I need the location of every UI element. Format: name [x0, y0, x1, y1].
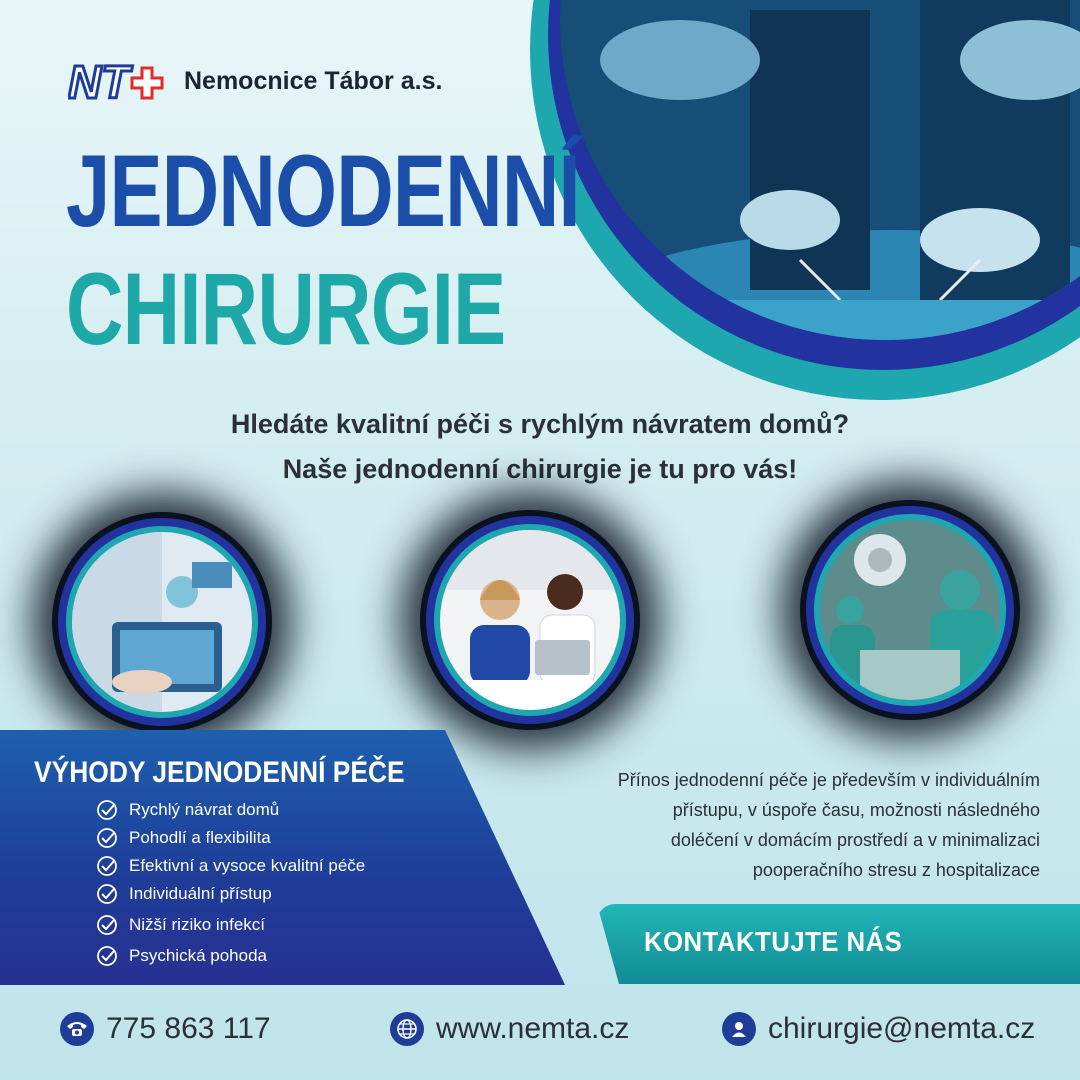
contact-button-label[interactable]: KONTAKTUJTE NÁS: [644, 926, 903, 957]
benefit-label: Nižší riziko infekcí: [129, 915, 266, 934]
benefit-label: Psychická pohoda: [129, 946, 267, 965]
benefit-label: Efektivní a vysoce kvalitní péče: [129, 856, 366, 875]
description-line: přístupu, v úspoře času, možnosti následného: [672, 800, 1040, 820]
circle-photo-1: [52, 512, 272, 732]
phone-number: 775 863 117: [106, 1012, 271, 1045]
tagline-answer: Naše jednodenní chirurgie je tu pro vás!: [282, 454, 798, 484]
footer-phone[interactable]: [60, 1012, 271, 1046]
website-link[interactable]: www.nemta.cz: [436, 1012, 630, 1045]
benefit-item: [96, 945, 267, 967]
check-circle-icon: [96, 799, 118, 821]
title-line-2: CHIRURGIE: [66, 252, 506, 366]
description-line: doléčení v domácím prostředí a v minimalizaci: [670, 830, 1040, 850]
description: [560, 765, 1040, 885]
svg-text:NT: NT: [68, 56, 130, 106]
hospital-name: Nemocnice Tábor a.s.: [184, 66, 443, 95]
benefits-title: VÝHODY JEDNODENNÍ PÉČE: [34, 756, 405, 789]
title-line-1: JEDNODENNÍ: [66, 134, 580, 248]
benefit-item: [96, 914, 265, 936]
check-circle-icon: [96, 914, 118, 936]
check-circle-icon: [96, 855, 118, 877]
benefit-item: [96, 799, 279, 821]
phone-icon: [60, 1012, 94, 1046]
globe-icon: [390, 1012, 424, 1046]
user-icon: [722, 1012, 756, 1046]
footer-web[interactable]: [390, 1012, 629, 1046]
benefit-item: [96, 827, 271, 849]
circle-photo-3: [800, 500, 1020, 720]
nt-plus-logo-icon: [68, 56, 172, 106]
doctor-tablet-photo: [72, 532, 252, 712]
description-line: Přínos jednodenní péče je především v individuálním: [617, 770, 1040, 790]
benefit-item: [96, 855, 365, 877]
benefit-label: Rychlý návrat domů: [129, 800, 280, 819]
circle-photo-2: [420, 510, 640, 730]
doctor-patient-photo: [440, 530, 620, 710]
benefit-label: Individuální přístup: [129, 884, 272, 903]
benefit-item: [96, 883, 272, 905]
tagline-question: Hledáte kvalitní péči s rychlým návratem domů?: [230, 409, 850, 439]
surgical-team-photo: [820, 520, 1000, 700]
check-circle-icon: [96, 883, 118, 905]
check-circle-icon: [96, 827, 118, 849]
check-circle-icon: [96, 945, 118, 967]
benefit-label: Pohodlí a flexibilita: [129, 828, 271, 847]
email-link[interactable]: chirurgie@nemta.cz: [768, 1012, 1036, 1045]
brand-logo[interactable]: [68, 56, 442, 106]
description-line: pooperačního stresu z hospitalizace: [752, 860, 1040, 880]
footer-email[interactable]: [722, 1012, 1035, 1046]
